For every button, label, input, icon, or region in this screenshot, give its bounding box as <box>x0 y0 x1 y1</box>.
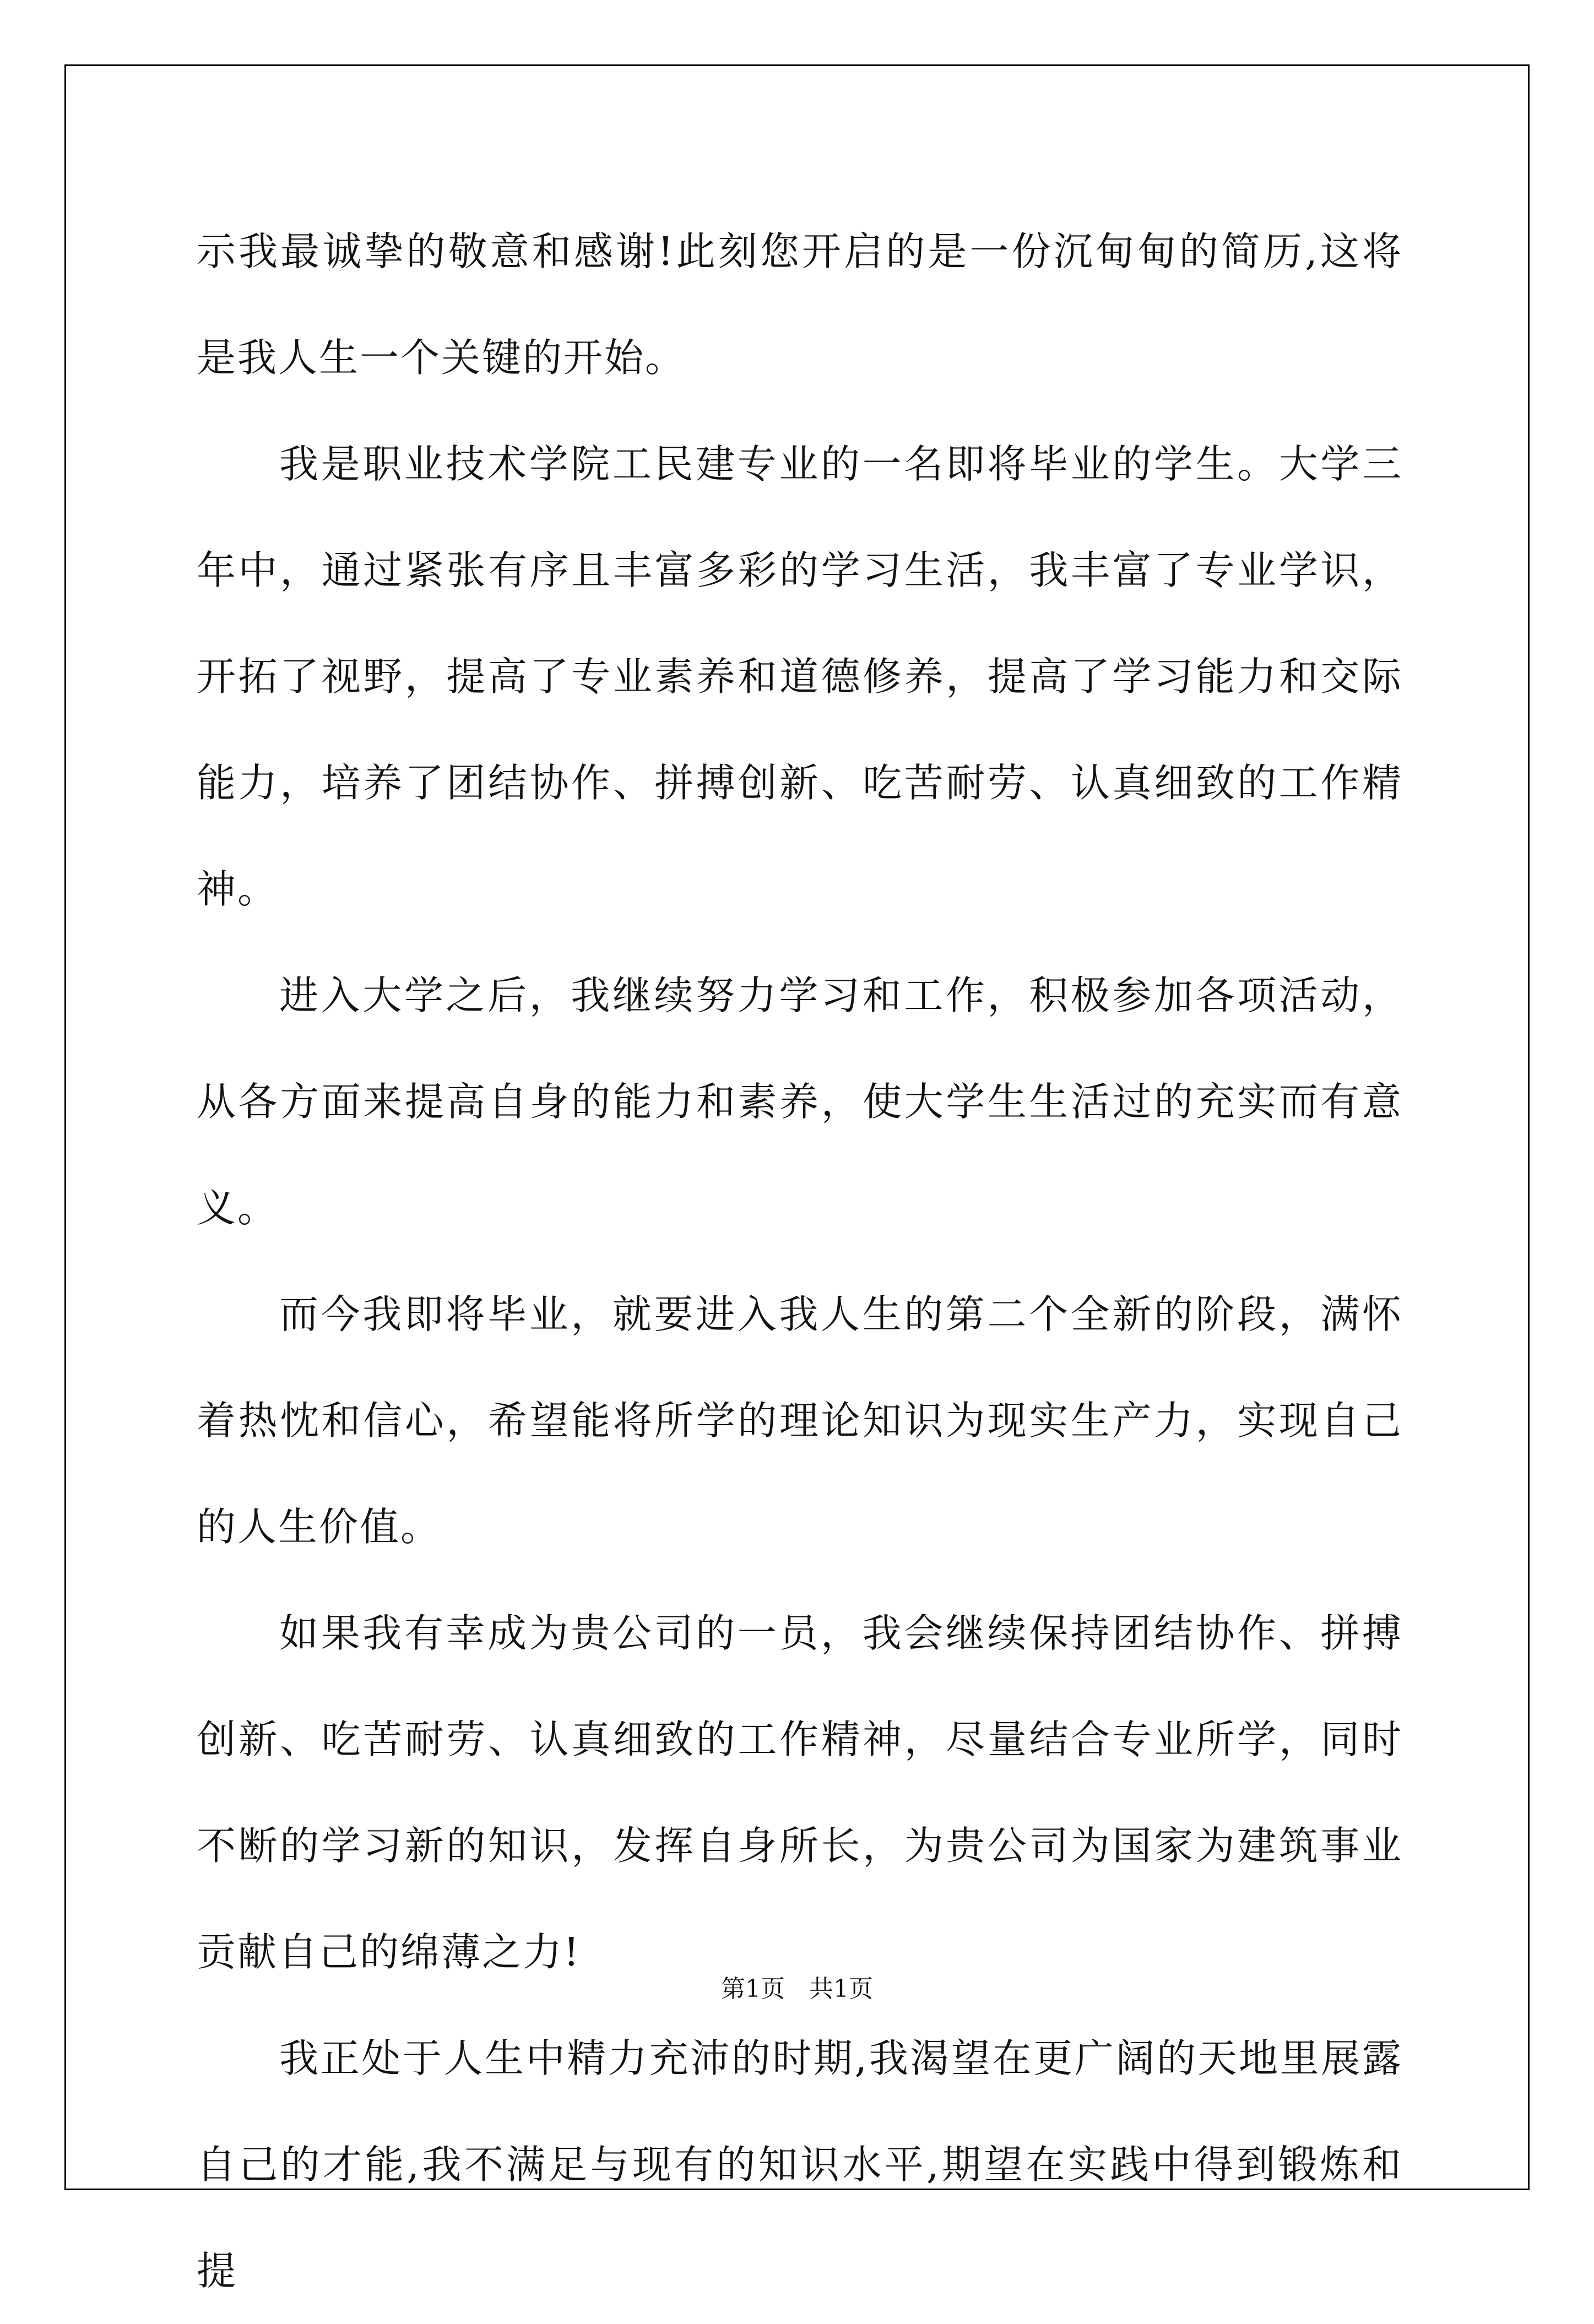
paragraph-5: 如果我有幸成为贵公司的一员，我会继续保持团结协作、拼搏创新、吃苦耐劳、认真细致的工作精神，尽量结合专业所学，同时不断的学习新的知识，发挥自身所长，为贵公司为国家为建筑事业贡献自己的绵薄之力! <box>197 1610 1403 1975</box>
document-body <box>197 198 1403 2324</box>
paragraph-2: 我是职业技术学院工民建专业的一名即将毕业的学生。大学三年中，通过紧张有序且丰富多彩的学习生活，我丰富了专业学识，开拓了视野，提高了专业素养和道德修养，提高了学习能力和交际能力，培养了团结协作、拼搏创新、吃苦耐劳、认真细致的工作精神。 <box>197 441 1403 912</box>
page-footer: 第1页 共1页 <box>721 1975 873 2003</box>
paragraph-3: 进入大学之后，我继续努力学习和工作，积极参加各项活动，从各方面来提高自身的能力和素养，使大学生生活过的充实而有意义。 <box>197 973 1403 1231</box>
paragraph-1: 示我最诚挚的敬意和感谢!此刻您开启的是一份沉甸甸的简历,这将是我人生一个关键的开始。 <box>197 229 1403 381</box>
paragraph-4: 而今我即将毕业，就要进入我人生的第二个全新的阶段，满怀着热忱和信心，希望能将所学的理论知识为现实生产力，实现自己的人生价值。 <box>197 1291 1403 1550</box>
paragraph-6: 我正处于人生中精力充沛的时期,我渴望在更广阔的天地里展露自己的才能,我不满足与现有的知识水平,期望在实践中得到锻炼和提 <box>197 2035 1403 2294</box>
